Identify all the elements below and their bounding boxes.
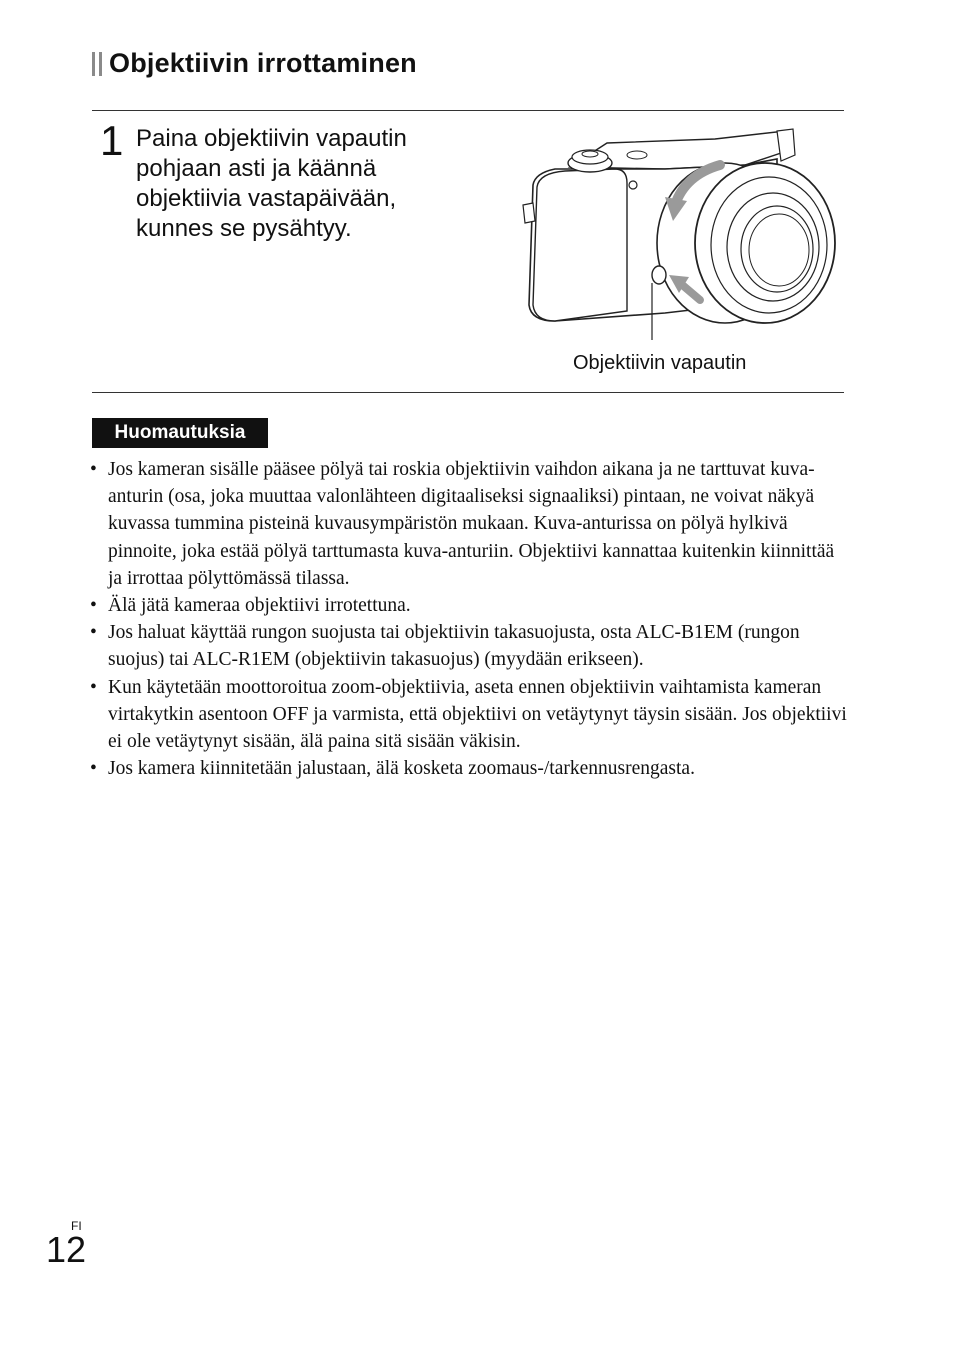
camera-lens-release-illustration	[515, 125, 845, 340]
list-item: • Kun käytetään moottoroitua zoom-objektiivia, aseta ennen objektiivin vaihtamista kameran virtakytkin asentoon OFF ja varmista, että objektiivi on vetäytynyt täysin sisään. Jos objektiivi ei ole vetäytynyt sisään, älä paina sitä sisään väkisin.	[90, 674, 850, 756]
step-line: kunnes se pysähtyy.	[136, 215, 352, 242]
step-number: 1	[100, 117, 124, 164]
page-number: 12	[46, 1229, 87, 1270]
step-line: objektiivia vastapäivään,	[136, 185, 397, 212]
section-title	[92, 48, 417, 79]
camera-grip	[533, 169, 627, 321]
page-language-code: FI	[71, 1219, 82, 1233]
step-line: Paina objektiivin vapautin	[136, 125, 407, 152]
top-divider	[92, 110, 844, 111]
bottom-divider	[92, 392, 844, 393]
section-title-text: Objektiivin irrottaminen	[109, 48, 417, 78]
list-item: • Jos kamera kiinnitetään jalustaan, älä kosketa zoomaus-/tarkennusrengasta.	[90, 755, 850, 782]
list-item: • Jos kameran sisälle pääsee pölyä tai roskia objektiivin vaihdon aikana ja ne tarttuvat kuva-anturin (osa, joka muuttaa valonlähteen digitaaliseksi signaaliksi) pintaan, ne voivat näkyä kuvassa tummina pisteinä kuvausympäristön mukaan. Kuva-anturissa on pölyä hylkivä pinnoite, joka estää pölyä tarttumasta kuva-anturiin. Objektiivi kannattaa kuitenkin kiinnittää ja irrottaa pölyttömässä tilassa.	[90, 456, 850, 592]
strap-lug-icon	[523, 203, 535, 223]
notes-list	[90, 456, 850, 782]
list-item: • Jos haluat käyttää rungon suojusta tai objektiivin takasuojusta, osta ALC-B1EM (rungon suojus) tai ALC-R1EM (objektiivin takasuojus) (myydään erikseen).	[90, 619, 850, 673]
step-instructions	[136, 124, 476, 244]
lens-release-callout-label: Objektiivin vapautin	[573, 352, 747, 374]
step-line: pohjaan asti ja käännä	[136, 155, 377, 182]
notes-badge: Huomautuksia	[92, 418, 268, 448]
section-marker-icon	[92, 52, 102, 76]
list-item: • Älä jätä kameraa objektiivi irrotettuna.	[90, 592, 850, 619]
lens-release-button-icon	[652, 266, 666, 284]
